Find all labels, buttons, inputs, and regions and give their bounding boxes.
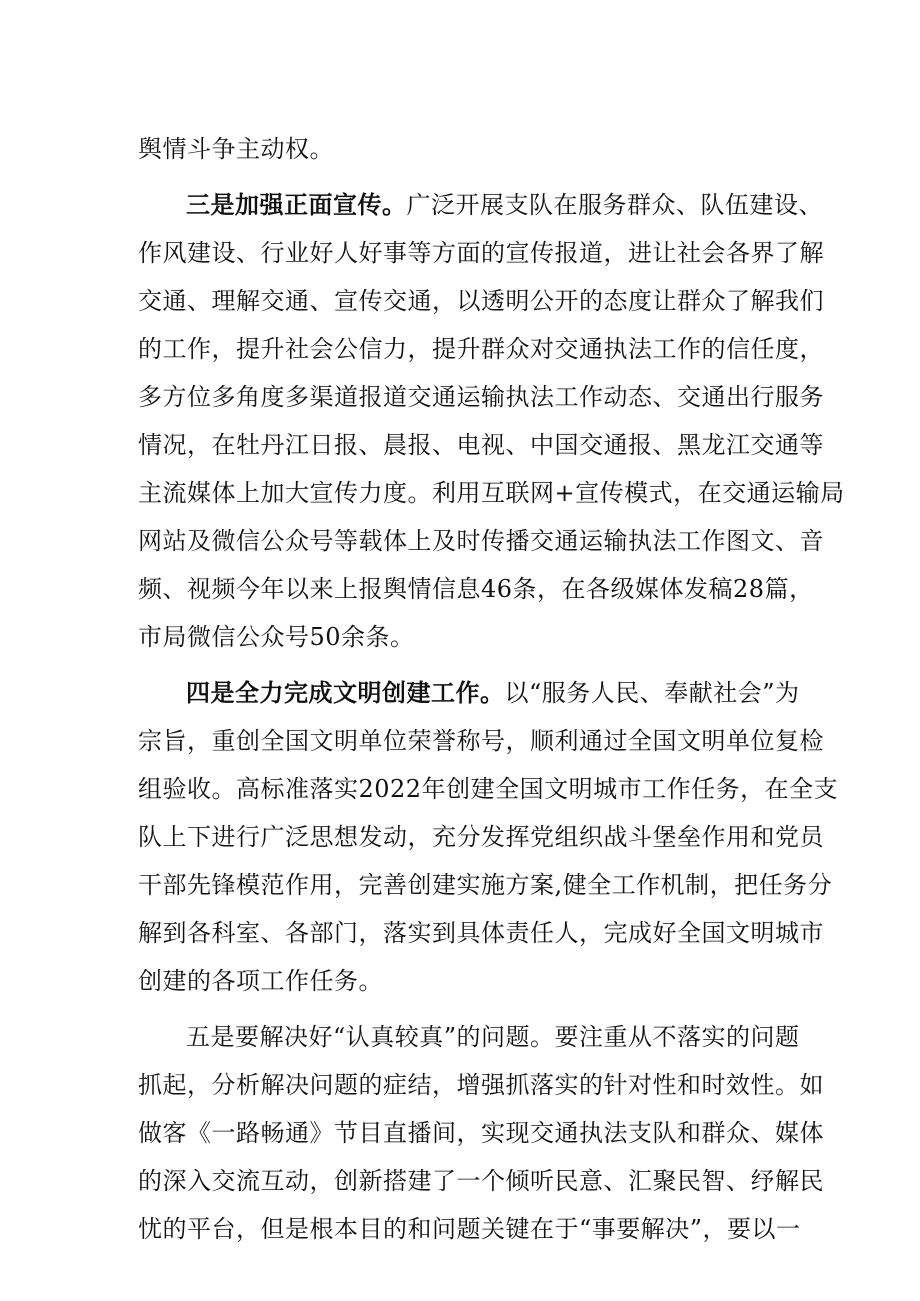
text-line: 四是全力完成文明创建工作。以“服务人民、奉献社会”为 <box>186 679 800 707</box>
text-line: 三是加强正面宣传。广泛开展支队在服务群众、队伍建设、 <box>186 191 823 219</box>
text-line: 五是要解决好“认真较真”的问题。要注重从不落实的问题 <box>186 1023 800 1051</box>
text-line: 网站及微信公众号等载体上及时传播交通运输执法工作图文、音 <box>138 527 824 555</box>
text-line: 做客《一路畅通》节目直播间，实现交通执法支队和群众、媒体 <box>138 1119 824 1147</box>
text-line: 组验收。高标准落实2022年创建全国文明城市工作任务，在全支 <box>138 775 839 803</box>
text-line: 交通、理解交通、宣传交通，以透明公开的态度让群众了解我们 <box>138 287 824 315</box>
text-line: 创建的各项工作任务。 <box>138 967 383 995</box>
text-line: 多方位多角度多渠道报道交通运输执法工作动态、交通出行服务 <box>138 383 824 411</box>
paragraph-lead: 四是全力完成文明创建工作。 <box>186 679 505 707</box>
text-line: 频、视频今年以来上报舆情信息46条，在各级媒体发稿28篇， <box>138 575 814 603</box>
text-line: 的工作，提升社会公信力，提升群众对交通执法工作的信任度， <box>138 335 824 363</box>
text-line: 抓起，分析解决问题的症结，增强抓落实的针对性和时效性。如 <box>138 1071 824 1099</box>
paragraph-lead: 三是加强正面宣传。 <box>186 191 407 219</box>
text-line: 情况，在牡丹江日报、晨报、电视、中国交通报、黑龙江交通等 <box>138 431 824 459</box>
text-line: 舆情斗争主动权。 <box>138 135 334 163</box>
text-line: 作风建设、行业好人好事等方面的宣传报道，进让社会各界了解 <box>138 239 824 267</box>
text-line: 解到各科室、各部门，落实到具体责任人，完成好全国文明城市 <box>138 919 824 947</box>
text-line: 队上下进行广泛思想发动，充分发挥党组织战斗堡垒作用和党员 <box>138 823 824 851</box>
text-line: 忧的平台，但是根本目的和问题关键在于“事要解决”，要以一 <box>138 1215 801 1243</box>
text-line: 宗旨，重创全国文明单位荣誉称号，顺利通过全国文明单位复检 <box>138 727 824 755</box>
text-line: 主流媒体上加大宣传力度。利用互联网+宣传模式，在交通运输局 <box>138 479 845 507</box>
text-line: 干部先锋模范作用，完善创建实施方案,健全工作机制，把任务分 <box>138 871 833 899</box>
text-line: 市局微信公众号50余条。 <box>138 623 415 651</box>
text-line: 的深入交流互动，创新搭建了一个倾听民意、汇聚民智、纾解民 <box>138 1167 824 1195</box>
